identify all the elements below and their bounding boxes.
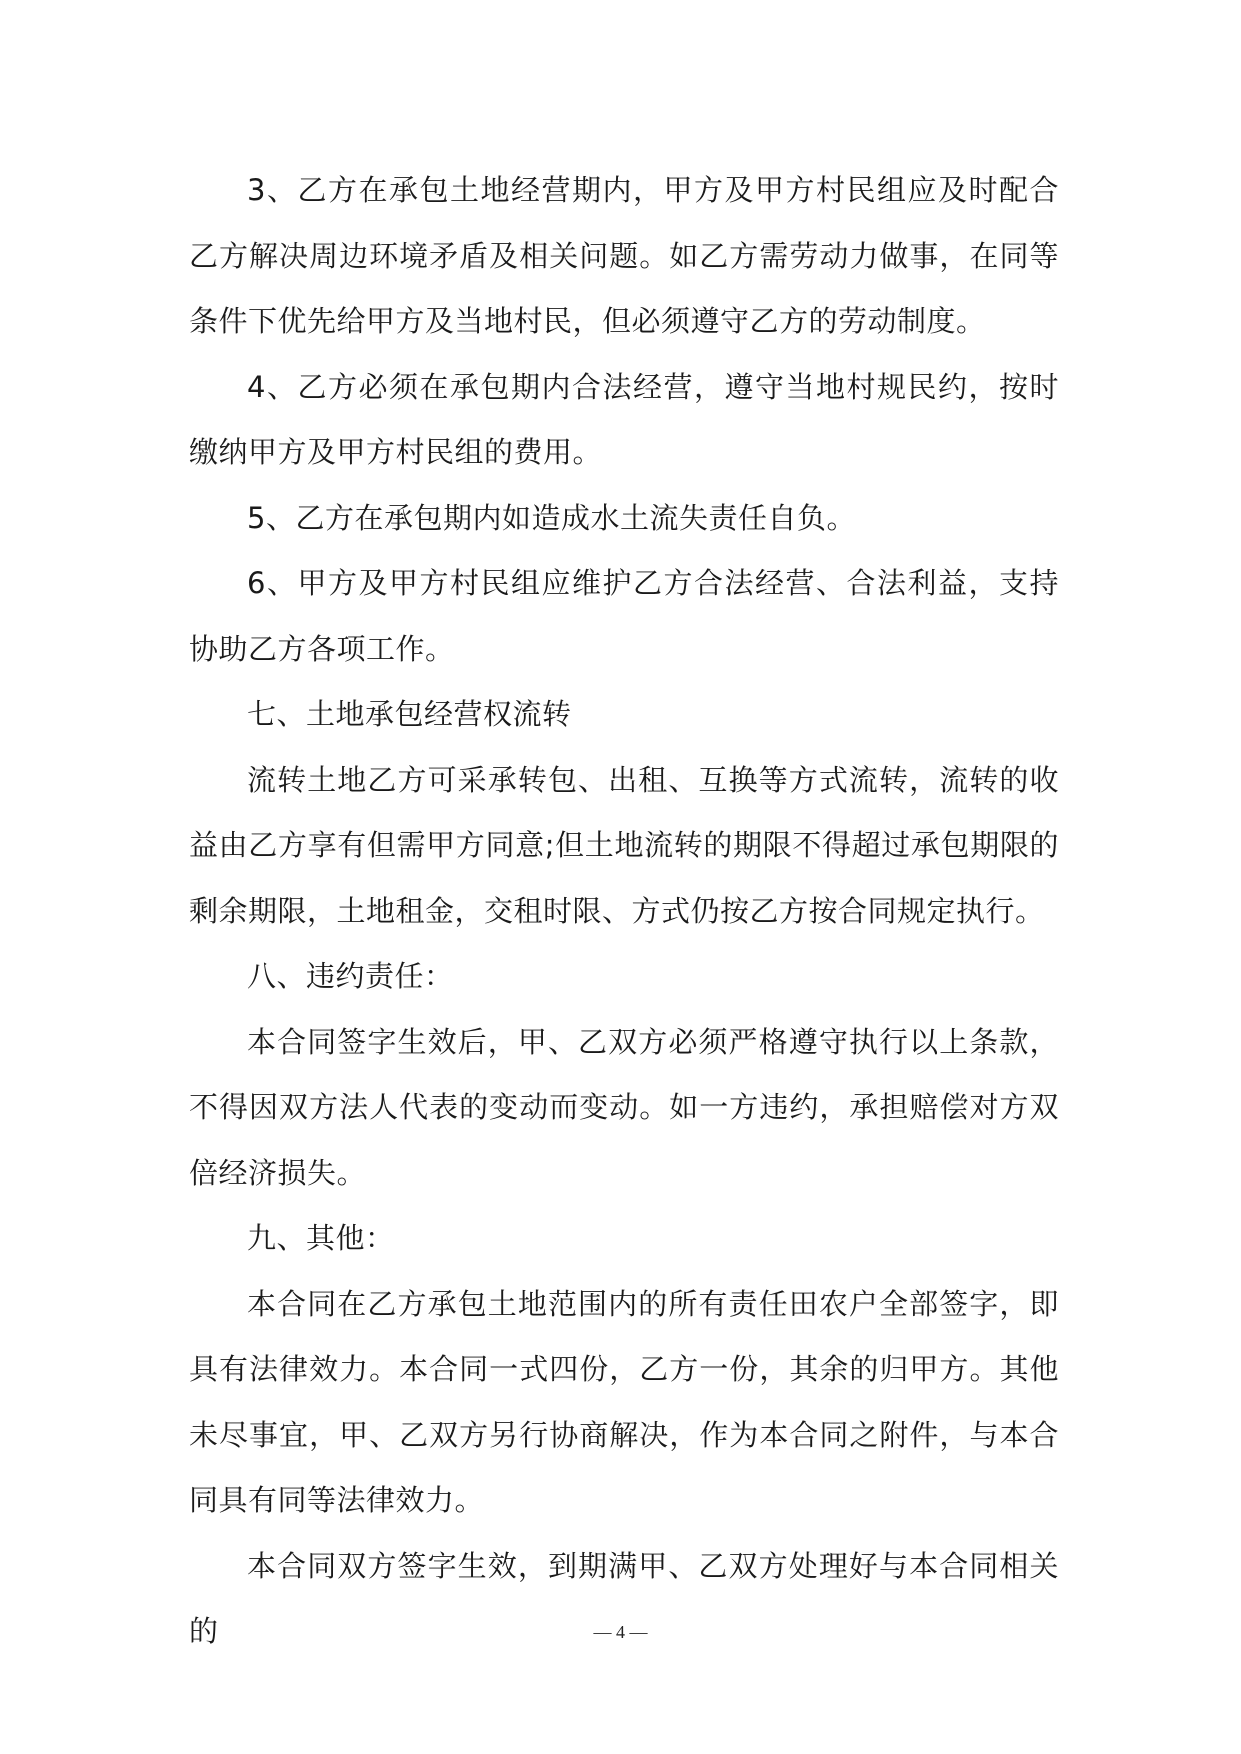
document-body: [189, 158, 1059, 1665]
clause-3: 3、乙方在承包土地经营期内，甲方及甲方村民组应及时配合乙方解决周边环境矛盾及相关问题。如乙方需劳动力做事，在同等条件下优先给甲方及当地村民，但必须遵守乙方的劳动制度。: [189, 173, 1059, 338]
section-heading-9: 九、其他：: [247, 1221, 395, 1255]
page-number: — 4 —: [593, 1622, 648, 1642]
closing-paragraph: 本合同双方签字生效，到期满甲、乙双方处理好与本合同相关的: [189, 1548, 1059, 1648]
clause-5: 5、乙方在承包期内如造成水土流失责任自负。: [247, 500, 856, 535]
section-8-body: 本合同签字生效后，甲、乙双方必须严格遵守执行以上条款，不得因双方法人代表的变动而变动。如一方违约，承担赔偿对方双倍经济损失。: [189, 1024, 1059, 1190]
section-7-body: 流转土地乙方可采承转包、出租、互换等方式流转，流转的收益由乙方享有但需甲方同意;但土地流转的期限不得超过承包期限的剩余期限，土地租金，交租时限、方式仍按乙方按合同规定执行。: [189, 762, 1059, 928]
section-9-body: 本合同在乙方承包土地范围内的所有责任田农户全部签字，即具有法律效力。本合同一式四份，乙方一份，其余的归甲方。其他未尽事宜，甲、乙双方另行协商解决，作为本合同之附件，与本合同具有同等法律效力。: [189, 1286, 1059, 1517]
clause-6: 6、甲方及甲方村民组应维护乙方合法经营、合法利益，支持协助乙方各项工作。: [189, 566, 1059, 666]
section-heading-7: 七、土地承包经营权流转: [247, 697, 572, 731]
clause-4: 4、乙方必须在承包期内合法经营，遵守当地村规民约，按时缴纳甲方及甲方村民组的费用。: [189, 369, 1059, 469]
section-heading-8: 八、违约责任：: [247, 959, 454, 993]
